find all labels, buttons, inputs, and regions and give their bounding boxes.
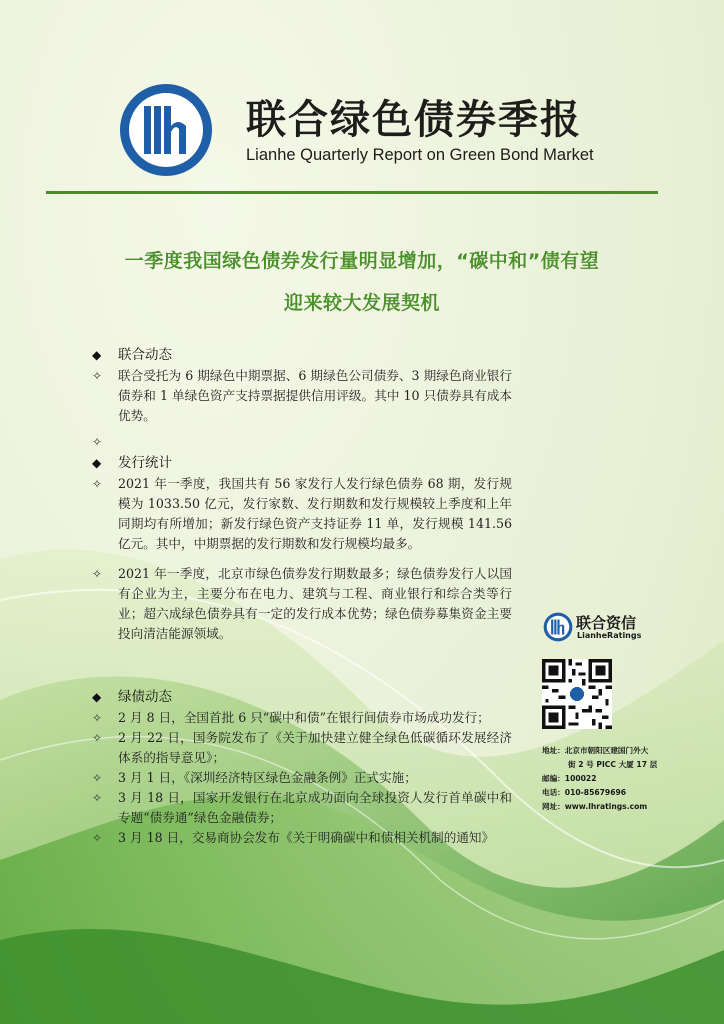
hollow-diamond-bullet-icon: ✧: [92, 369, 103, 383]
lianhe-logo-icon: [118, 82, 214, 178]
address-line-1: 地址：北京市朝阳区建国门外大: [542, 746, 649, 755]
list-item-text: 3 月 18 日，国家开发银行在北京成功面向全球投资人发行首单碳中和专题“债券通”绿色金融债券；: [118, 790, 512, 825]
list-item: [92, 474, 512, 554]
list-item-text: [118, 432, 512, 452]
hollow-diamond-bullet-icon: ✧: [92, 831, 103, 845]
list-item-text: 3 月 1 日，《深圳经济特区绿色金融条例》正式实施；: [118, 770, 417, 785]
website: 网址：www.lhratings.com: [542, 802, 648, 811]
section-title: 绿债动态: [118, 689, 172, 705]
section-title: 联合动态: [118, 347, 172, 363]
section-heading: [92, 452, 512, 474]
lianhe-ratings-logo-icon: [543, 612, 573, 642]
report-title: 联合绿色债券季报: [246, 97, 582, 143]
list-item: [92, 432, 512, 452]
list-item: [92, 788, 512, 828]
company-name-cn: 联合资信: [576, 614, 637, 632]
section-title: 发行统计: [118, 455, 172, 471]
contact-info: [542, 744, 712, 814]
postcode: 邮编：100022: [542, 774, 597, 783]
list-item: [92, 768, 512, 788]
hollow-diamond-bullet-icon: ✧: [92, 771, 103, 785]
hollow-diamond-bullet-icon: ✧: [92, 711, 103, 725]
hollow-diamond-bullet-icon: ✧: [92, 435, 103, 449]
headline-line-2: 迎来较大发展契机: [283, 292, 440, 314]
list-item: [92, 708, 512, 728]
list-item: [92, 728, 512, 768]
section-heading: [92, 344, 512, 366]
hollow-diamond-bullet-icon: ✧: [92, 567, 103, 581]
diamond-bullet-icon: ◆: [92, 348, 102, 362]
header-divider: [46, 191, 658, 194]
list-item-text: 2021 年一季度，我国共有 56 家发行人发行绿色债券 68 期，发行规模为 1033.50 亿元，发行家数、发行期数和发行规模较上季度和上年同期均有所增加；新发行绿色资产支持证券 11 单，发行规模 141.56 亿元。其中，中期票据的发行期数和发行规模均最多。: [118, 476, 512, 551]
list-item-text: 2021 年一季度，北京市绿色债券发行期数最多；绿色债券发行人以国有企业为主，主要分布在电力、建筑与工程、商业银行和综合类等行业；超六成绿色债券具有一定的发行成本优势；绿色债券募集资金主要投向清洁能源领域。: [118, 566, 512, 641]
hollow-diamond-bullet-icon: ✧: [92, 477, 103, 491]
headline-line-1: 一季度我国绿色债券发行量明显增加，“碳中和”债有望: [124, 250, 600, 272]
list-item-text: 3 月 18 日，交易商协会发布《关于明确碳中和债相关机制的通知》: [118, 830, 495, 845]
qr-code-icon: [542, 659, 612, 729]
diamond-bullet-icon: ◆: [92, 690, 102, 704]
section-heading: [92, 686, 512, 708]
company-name-en: LianheRatings: [577, 631, 642, 640]
report-summary: [92, 344, 512, 848]
list-item: [92, 828, 512, 848]
list-item: [92, 366, 512, 426]
hollow-diamond-bullet-icon: ✧: [92, 791, 103, 805]
phone: 电话：010-85679696: [542, 788, 627, 797]
hollow-diamond-bullet-icon: ✧: [92, 731, 103, 745]
report-subtitle-en: Lianhe Quarterly Report on Green Bond Market: [246, 146, 594, 164]
list-item: [92, 564, 512, 644]
list-item-text: 2 月 22 日，国务院发布了《关于加快建立健全绿色低碳循环发展经济体系的指导意见》；: [118, 730, 512, 765]
list-item-text: 联合受托为 6 期绿色中期票据、6 期绿色公司债券、3 期绿色商业银行债券和 1 单绿色资产支持票据提供信用评级。其中 10 只债券具有成本优势。: [118, 368, 512, 423]
list-item-text: 2 月 8 日，全国首批 6 只“碳中和债”在银行间债券市场成功发行；: [118, 710, 490, 725]
address-line-2: 街 2 号 PICC 大厦 17 层: [568, 760, 658, 769]
diamond-bullet-icon: ◆: [92, 456, 102, 470]
